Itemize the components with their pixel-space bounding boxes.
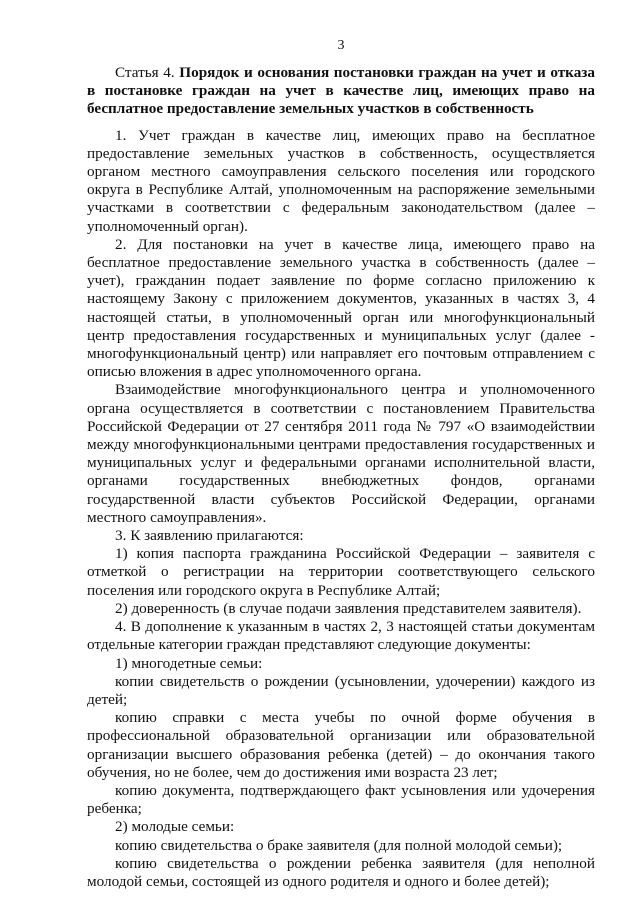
document-body: [87, 64, 595, 891]
paragraph: 2. Для постановки на учет в качестве лица, имеющего право на бесплатное предоставление земельного участка в собственность (далее – учет), гражданин подает заявление по форме согласно приложению к настоящему Закону с приложением документов, указанных в частях 3, 4 настоящей статьи, в уполномоченный орган или многофункциональный центр предоставления государственных и муниципальных услуг (далее - многофункциональный центр) или направляет его почтовым отправлением с описью вложения в адрес уполномоченного органа.: [87, 235, 595, 381]
paragraph: 1) копия паспорта гражданина Российской Федерации – заявителя с отметкой о регистрации на территории соответствующего сельского поселения или городского округа в Республике Алтай;: [87, 545, 595, 599]
paragraph: 3. К заявлению прилагаются:: [115, 527, 304, 545]
paragraph: 4. В дополнение к указанным в частях 2, 3 настоящей статьи документам отдельные категории граждан представляют следующие документы:: [87, 618, 595, 654]
paragraph: копию свидетельства о рождении ребенка заявителя (для неполной молодой семьи, состоящей из одного родителя и одного и более детей);: [87, 854, 595, 890]
paragraph: 1. Учет граждан в качестве лиц, имеющих право на бесплатное предоставление земельных участков в собственность, осуществляется органом местного самоуправления сельского поселения или городского округа в Республике Алтай, уполномоченным на распоряжение земельными участками в соответствии с федеральным законодательством (далее – уполномоченный орган).: [87, 126, 595, 235]
article-heading: [87, 64, 595, 119]
paragraph: 2) доверенность (в случае подачи заявления представителем заявителя).: [115, 599, 582, 617]
article-title: Порядок и основания постановки граждан на учет и отказа в постановке граждан на учет в качестве лиц, имеющих право на бесплатное предоставление земельных участков в собственность: [87, 64, 595, 118]
paragraph: копии свидетельств о рождении (усыновлении, удочерении) каждого из детей;: [87, 672, 595, 708]
paragraph: копию справки с места учебы по очной форме обучения в профессиональной образовательной организации или образовательной организации высшего образования ребенка (детей) – до окончания такого обучения, но не более, чем до достижения ими возраста 23 лет;: [87, 709, 595, 781]
paragraph: копию свидетельства о браке заявителя (для полной молодой семьи);: [115, 836, 563, 854]
paragraph: 2) молодые семьи:: [115, 818, 235, 836]
paragraph: 1) многодетные семьи:: [115, 654, 263, 672]
paragraph: копию документа, подтверждающего факт усыновления или удочерения ребенка;: [87, 781, 595, 818]
page-number: 3: [337, 38, 345, 53]
article-prefix: Статья 4.: [115, 64, 180, 81]
paragraph: Взаимодействие многофункционального центра и уполномоченного органа осуществляется в соответствии с постановлением Правительства Российской Федерации от 27 сентября 2011 года № 797 «О взаимодействии между многофункциональными центрами предоставления государственных и муниципальных услуг и федеральными органами исполнительной власти, органами государственных внебюджетных фондов, органами государственной власти субъектов Российской Федерации, органами местного самоуправления».: [87, 381, 595, 526]
